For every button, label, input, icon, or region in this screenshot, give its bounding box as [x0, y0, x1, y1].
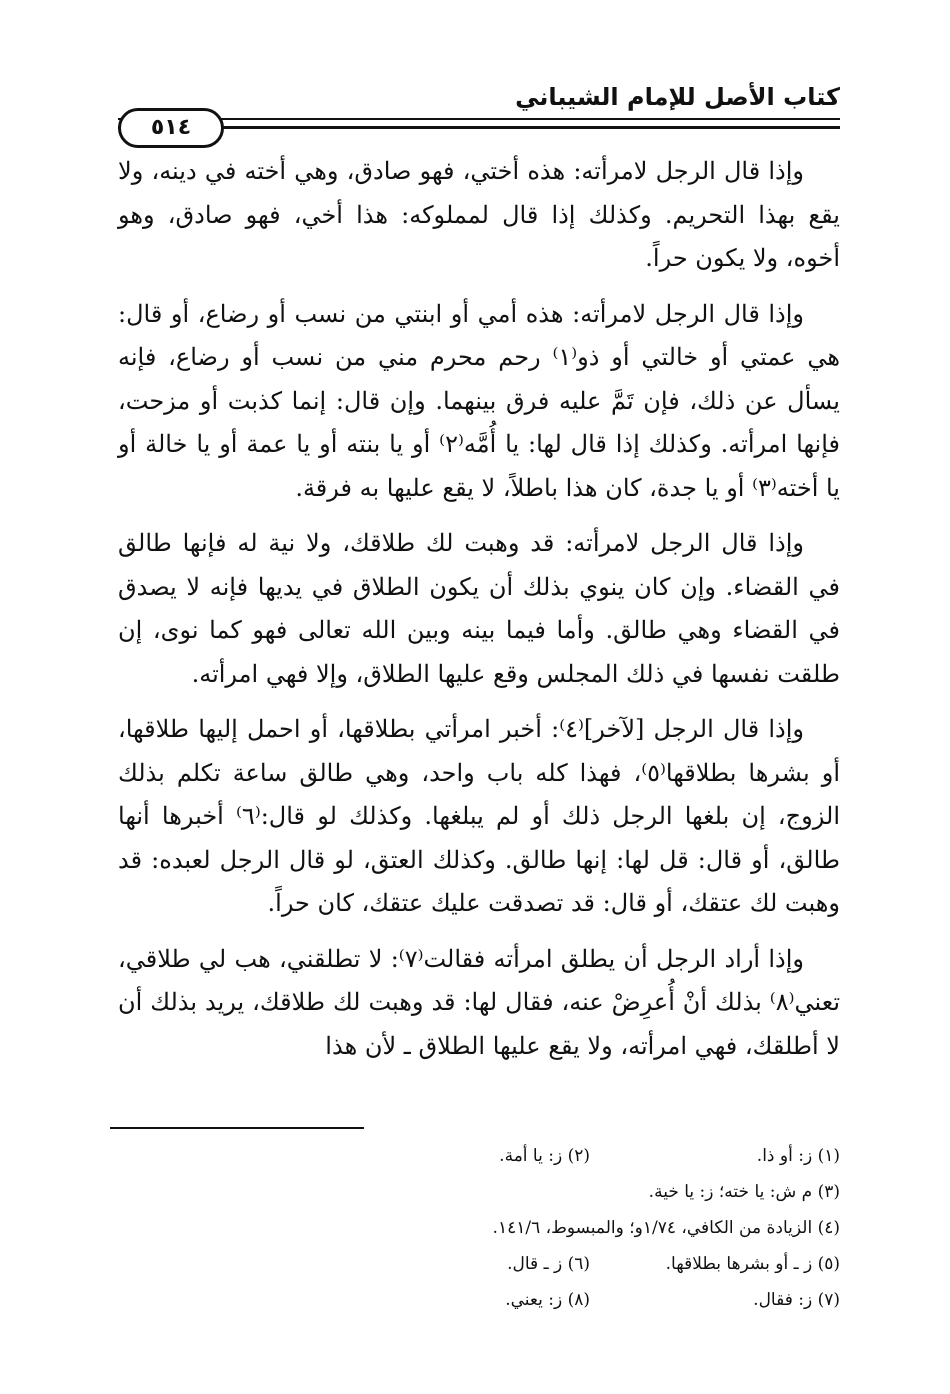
header-rule-thick — [118, 126, 840, 129]
footnote: (٦) ز ـ قال. — [507, 1254, 590, 1274]
footnote-separator — [110, 1127, 364, 1129]
page-number: ٥١٤ — [118, 108, 224, 148]
footnote-row — [110, 1210, 840, 1246]
footnote-row — [110, 1282, 840, 1318]
paragraph: وإذا قال الرجل لامرأته: هذه أمي أو ابنتي من نسب أو رضاع، أو قال: هي عمتي أو خالتي أو ذو⁽١⁾ رحم محرم مني من نسب أو رضاع، فإنه يسأل عن ذلك، فإن تَمَّ عليه فرق بينهما. وإن قال: إنما كذبت أو مزحت، فإنها امرأته. وكذلك إذا قال لها: يا أُمَّه⁽٢⁾ أو يا بنته أو يا عمة أو يا خالة أو يا أخته⁽٣⁾ أو يا جدة، كان هذا باطلاً، لا يقع عليها به فرقة. — [118, 299, 841, 502]
main-text — [118, 150, 840, 1080]
book-title: كتاب الأصل للإمام الشيباني — [515, 83, 840, 111]
footnote: (١) ز: أو ذا. — [756, 1146, 840, 1166]
footnote: (٢) ز: يا أمة. — [499, 1146, 590, 1166]
page-header — [118, 68, 840, 138]
footnote-row — [110, 1138, 840, 1174]
footnote: (٤) الزيادة من الكافي، ١/٧٤و؛ والمبسوط، ١٤١/٦. — [492, 1218, 840, 1238]
footnote: (٧) ز: فقال. — [753, 1290, 840, 1310]
footnote: (٥) ز ـ أو بشرها بطلاقها. — [665, 1254, 840, 1274]
footnote-row — [110, 1174, 840, 1210]
header-rule-thin — [118, 118, 840, 120]
footnotes — [110, 1138, 840, 1318]
paragraph: وإذا أراد الرجل أن يطلق امرأته فقالت⁽٧⁾: لا تطلقني، هب لي طلاقي، تعني⁽٨⁾ بذلك أنْ أُعرِضْ عنه، فقال لها: قد وهبت لك طلاقك، يريد بذلك أن لا أطلقك، فهي امرأته، ولا يقع عليها الطلاق ـ لأن هذا — [118, 944, 841, 1060]
footnote: (٨) ز: يعني. — [505, 1290, 590, 1310]
paragraph: وإذا قال الرجل لامرأته: هذه أختي، فهو صادق، وهي أخته في دينه، ولا يقع بهذا التحريم. وكذلك إذا قال لمملوكه: هذا أخي، فهو صادق، وهو أخوه، ولا يكون حراً. — [118, 157, 840, 272]
footnote-row — [110, 1246, 840, 1282]
paragraph: وإذا قال الرجل لامرأته: قد وهبت لك طلاقك، ولا نية له فإنها طالق في القضاء. وإن كان ينوي بذلك أن يكون الطلاق في يديها فإنه لا يصدق في القضاء وهي طالق. وأما فيما بينه وبين الله تعالى فهو كما نوى، إن طلقت نفسها في ذلك المجلس وقع عليها الطلاق، وإلا فهي امرأته. — [118, 529, 840, 688]
footnote: (٣) م ش: يا خته؛ ز: يا خية. — [648, 1182, 840, 1202]
paragraph: وإذا قال الرجل [لآخر]⁽٤⁾: أخبر امرأتي بطلاقها، أو احمل إليها طلاقها، أو بشرها بطلاقها⁽٥⁾، فهذا كله باب واحد، وهي طالق ساعة تكلم بذلك الزوج، إن بلغها الرجل ذلك أو لم يبلغها. وكذلك لو قال:⁽٦⁾ أخبرها أنها طالق، أو قال: قل لها: إنها طالق. وكذلك العتق، لو قال الرجل لعبده: قد وهبت لك عتقك، أو قال: قد تصدقت عليك عتقك، كان حراً. — [118, 715, 840, 917]
